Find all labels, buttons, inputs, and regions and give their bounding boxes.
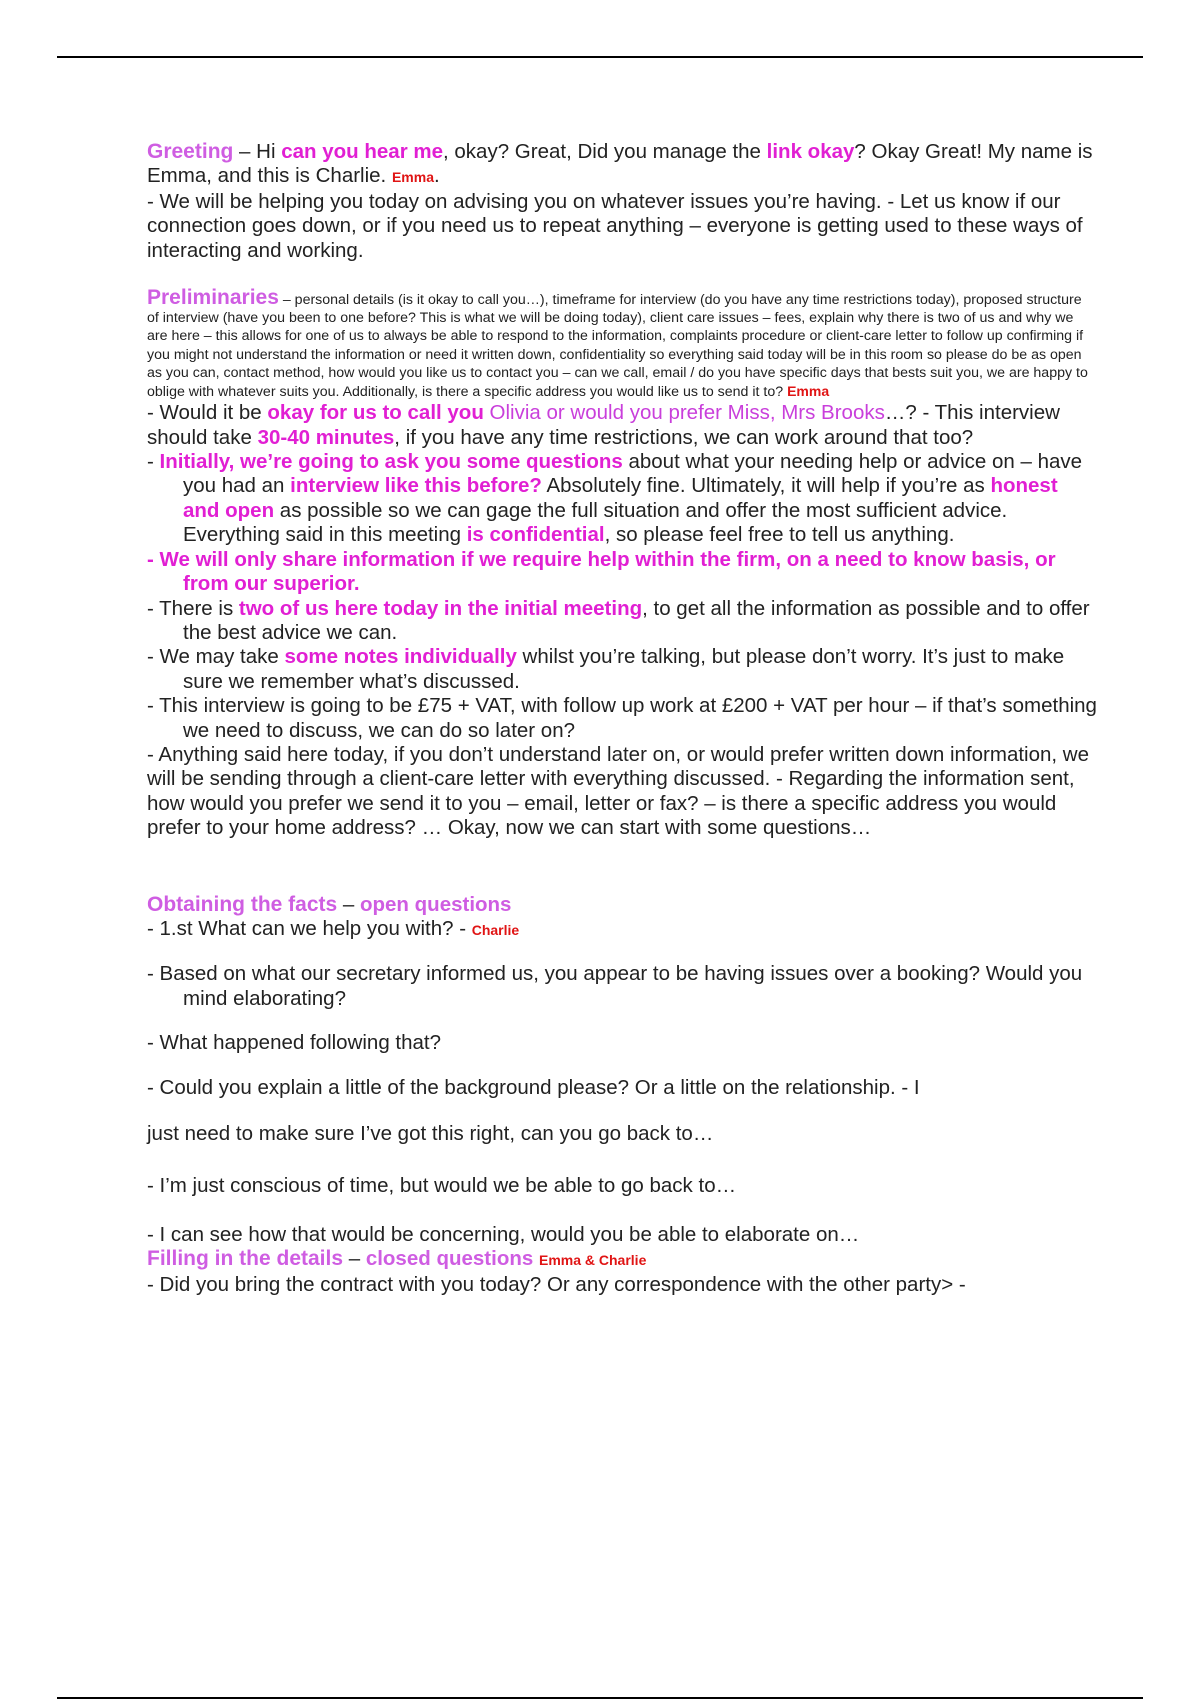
speaker-tag: Emma (391, 169, 434, 186)
initial-questions-item: - Initially, we’re going to ask you some questions about what your needing help or advice on – have you had an interview like this before? Absolutely fine. Ultimately, it will help if you’re as honest and open as possible so we can gage the full situation and offer the most sufficient advice. Everything said in this meeting is confidential, so please feel free to tell us anything. (147, 450, 1083, 547)
greeting-body: - We will be helping you today on advising you on whatever issues you’re having. - Let us know if our connection goes down, or if you need us to repeat anything – everyone is getting used to these ways of interacting and working. (147, 189, 1083, 262)
preliminaries-summary: Preliminaries – personal details (is it okay to call you…), timeframe for interview (do you have any time restrictions today), proposed structure of interview (have you been to one before? This is what we will be doing today), client care issues – fees, explain why there is two of us and why we are here – this allows for one of us to always be able to respond to the information, complaints procedure or client-care letter to follow up confirming if you might not understand the information or need it written down, confidentiality so everything said today will be in this room so please do be as open as you can, contact method, how would you like us to contact you – can we call, email / do you have specific days that bests suit you, we are happy to oblige with whatever suits you. Additionally, is there a specific address you would like us to send it to? Emma (147, 286, 1088, 401)
facts-question-6: - I’m just conscious of time, but would we be able to go back to… (147, 1174, 737, 1198)
top-rule (57, 56, 1143, 58)
document-body (147, 140, 1097, 1297)
details-heading-line: Filling in the details – closed questions Emma & Charlie (147, 1247, 647, 1271)
speaker-tag: Emma & Charlie (538, 1252, 647, 1269)
speaker-tag: Emma (787, 383, 830, 400)
details-question-1: - Did you bring the contract with you today? Or any correspondence with the other party> - (147, 1272, 966, 1296)
details-heading: Filling in the details (147, 1247, 344, 1271)
bottom-rule (57, 1697, 1143, 1699)
speaker-tag: Charlie (471, 921, 520, 938)
fee-item: - This interview is going to be £75 + VAT, with follow up work at £200 + VAT per hour – if that’s something we need to discuss, we can do so later on? (147, 694, 1097, 742)
facts-question-5: just need to make sure I’ve got this right, can you go back to… (147, 1122, 714, 1145)
facts-heading-line: Obtaining the facts – open questions (147, 892, 512, 916)
share-information-item: - We will only share information if we require help within the firm, on a need to know basis, or from our superior. (147, 547, 1056, 596)
facts-question-3: - What happened following that? (147, 1031, 442, 1055)
greeting-heading: Greeting (147, 140, 234, 163)
notes-item: - We may take some notes individually whilst you’re talking, but please don’t worry. It’s just to make sure we remember what’s discussed. (147, 645, 1065, 693)
two-of-us-item: - There is two of us here today in the initial meeting, to get all the information as possible and to offer the best advice we can. (147, 596, 1090, 644)
final-preliminaries-paragraph: - Anything said here today, if you don’t understand later on, or would prefer written down information, we will be sending through a client-care letter with everything discussed. - Regarding the information sent, how would you prefer we send it to you – email, letter or fax? – is there a specific address you would prefer to your home address? … Okay, now we can start with some questions… (147, 742, 1090, 840)
facts-question-4: - Could you explain a little of the background please? Or a little on the relationship. - I (147, 1075, 920, 1099)
facts-question-1: - 1.st What can we help you with? - Charlie (147, 916, 520, 940)
facts-question-2: - Based on what our secretary informed us, you appear to be having issues over a booking? Would you mind elaborating? (147, 962, 1083, 1010)
greeting-paragraph: Greeting – Hi can you hear me, okay? Great, Did you manage the link okay? Okay Great! My name is Emma, and this is Charlie. Emma. (147, 140, 1093, 188)
facts-question-7: - I can see how that would be concerning, would you be able to elaborate on… (147, 1222, 860, 1246)
call-preference-paragraph: - Would it be okay for us to call you Olivia or would you prefer Miss, Mrs Brooks…? - This interview should take 30-40 minutes, if you have any time restrictions, we can work around that too? (147, 401, 1060, 449)
facts-heading: Obtaining the facts (147, 892, 338, 916)
preliminaries-heading: Preliminaries (147, 286, 279, 310)
